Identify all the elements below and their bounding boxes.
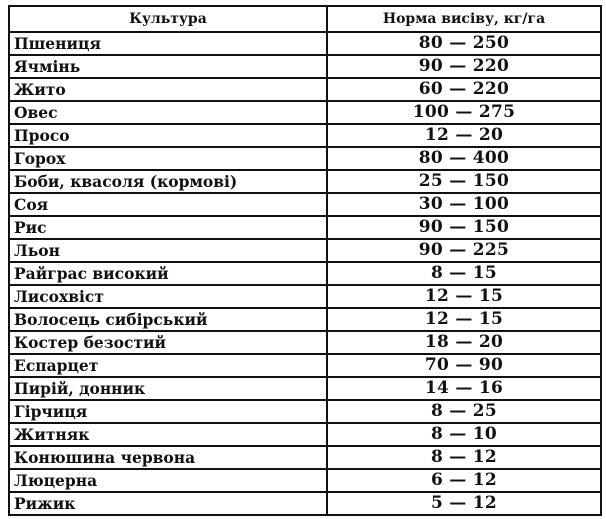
seeding-rate-cell: 12 — 20 (327, 124, 601, 147)
table-row (9, 354, 601, 377)
crop-name-cell: Просо (9, 124, 327, 147)
crop-name-cell: Льон (9, 239, 327, 262)
crop-name-cell: Еспарцет (9, 354, 327, 377)
crop-name-cell: Горох (9, 147, 327, 170)
crop-name-cell: Ячмінь (9, 55, 327, 78)
table-row (9, 400, 601, 423)
table-row (9, 193, 601, 216)
crop-name-cell: Гірчиця (9, 400, 327, 423)
crop-name-cell: Райграс високий (9, 262, 327, 285)
seeding-rate-cell: 60 — 220 (327, 78, 601, 101)
crop-name-cell: Жито (9, 78, 327, 101)
seeding-rate-cell: 100 — 275 (327, 101, 601, 124)
crop-name-cell: Боби, квасоля (кормові) (9, 170, 327, 193)
table-row (9, 423, 601, 446)
table-row (9, 285, 601, 308)
crop-name-cell: Соя (9, 193, 327, 216)
table-row (9, 469, 601, 492)
crop-name-cell: Костер безостий (9, 331, 327, 354)
header-seeding-rate: Норма висіву, кг/га (327, 6, 601, 32)
seeding-rate-cell: 12 — 15 (327, 285, 601, 308)
seeding-rate-cell: 80 — 250 (327, 32, 601, 55)
table-header-row (9, 6, 601, 32)
table-row (9, 331, 601, 354)
seeding-rate-cell: 70 — 90 (327, 354, 601, 377)
crop-name-cell: Конюшина червона (9, 446, 327, 469)
crop-name-cell: Житняк (9, 423, 327, 446)
table-row (9, 124, 601, 147)
table-row (9, 446, 601, 469)
table-row (9, 101, 601, 124)
table-body (9, 32, 601, 515)
seeding-rate-cell: 12 — 15 (327, 308, 601, 331)
seeding-rate-cell: 25 — 150 (327, 170, 601, 193)
table-row (9, 170, 601, 193)
table-row (9, 308, 601, 331)
seeding-rate-cell: 8 — 25 (327, 400, 601, 423)
crop-name-cell: Рижик (9, 492, 327, 515)
seeding-rate-cell: 90 — 150 (327, 216, 601, 239)
crop-name-cell: Волосець сибірський (9, 308, 327, 331)
table-row (9, 147, 601, 170)
seeding-rate-table (8, 5, 602, 516)
table-row (9, 32, 601, 55)
seeding-rate-cell: 8 — 15 (327, 262, 601, 285)
table-row (9, 239, 601, 262)
crop-name-cell: Пирій, донник (9, 377, 327, 400)
seeding-rate-cell: 90 — 225 (327, 239, 601, 262)
seeding-rate-cell: 14 — 16 (327, 377, 601, 400)
seeding-rate-cell: 5 — 12 (327, 492, 601, 515)
seeding-rate-cell: 18 — 20 (327, 331, 601, 354)
seeding-rate-cell: 90 — 220 (327, 55, 601, 78)
crop-name-cell: Рис (9, 216, 327, 239)
table-row (9, 78, 601, 101)
seeding-rate-cell: 30 — 100 (327, 193, 601, 216)
table-row (9, 492, 601, 515)
seeding-rate-cell: 80 — 400 (327, 147, 601, 170)
table-row (9, 216, 601, 239)
seeding-rate-cell: 8 — 12 (327, 446, 601, 469)
header-crop: Культура (9, 6, 327, 32)
seeding-rate-cell: 8 — 10 (327, 423, 601, 446)
crop-name-cell: Люцерна (9, 469, 327, 492)
seeding-rate-cell: 6 — 12 (327, 469, 601, 492)
table-row (9, 377, 601, 400)
crop-name-cell: Лисохвіст (9, 285, 327, 308)
crop-name-cell: Овес (9, 101, 327, 124)
crop-name-cell: Пшениця (9, 32, 327, 55)
table-row (9, 262, 601, 285)
table-row (9, 55, 601, 78)
